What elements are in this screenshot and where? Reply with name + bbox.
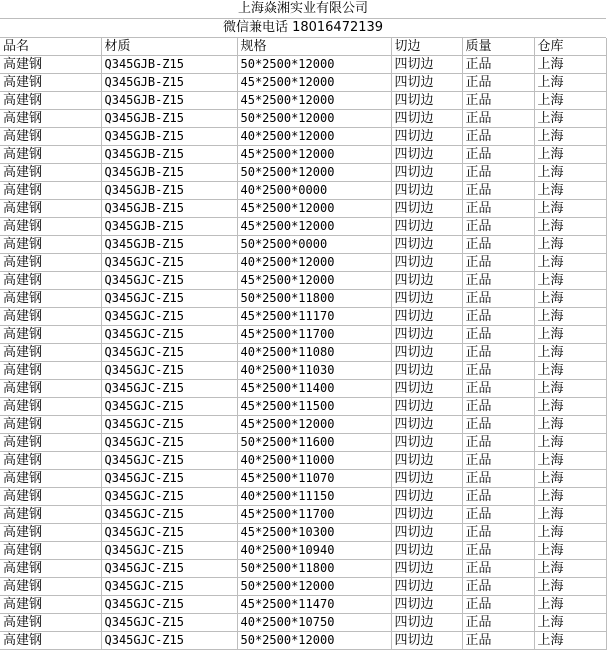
table-row: [0, 542, 606, 560]
table-row: [0, 362, 606, 380]
product-name-cell[interactable]: 高建钢: [0, 182, 101, 200]
material-cell[interactable]: Q345GJC-Z15: [101, 524, 237, 542]
column-header-name[interactable]: 品名: [0, 38, 101, 56]
table-row: [0, 524, 606, 542]
product-name-cell[interactable]: 高建钢: [0, 290, 101, 308]
company-title[interactable]: 上海焱湘实业有限公司: [0, 0, 606, 19]
table-row: [0, 596, 606, 614]
table-row: [0, 416, 606, 434]
material-cell[interactable]: Q345GJC-Z15: [101, 272, 237, 290]
quality-cell[interactable]: 正品: [462, 146, 534, 164]
warehouse-cell[interactable]: 上海: [534, 146, 606, 164]
material-cell[interactable]: Q345GJC-Z15: [101, 542, 237, 560]
spec-cell[interactable]: 45*2500*11470: [237, 596, 391, 614]
spec-cell[interactable]: 45*2500*12000: [237, 74, 391, 92]
quality-cell[interactable]: 正品: [462, 362, 534, 380]
product-name-cell[interactable]: 高建钢: [0, 506, 101, 524]
edge-cell[interactable]: 四切边: [391, 632, 462, 650]
product-name-cell[interactable]: 高建钢: [0, 542, 101, 560]
spec-cell[interactable]: 45*2500*12000: [237, 416, 391, 434]
table-row: [0, 560, 606, 578]
warehouse-cell[interactable]: 上海: [534, 290, 606, 308]
edge-cell[interactable]: 四切边: [391, 416, 462, 434]
product-name-cell[interactable]: 高建钢: [0, 92, 101, 110]
table-row: [0, 74, 606, 92]
material-cell[interactable]: Q345GJC-Z15: [101, 434, 237, 452]
spec-cell[interactable]: 50*2500*11800: [237, 290, 391, 308]
material-cell[interactable]: Q345GJC-Z15: [101, 470, 237, 488]
product-name-cell[interactable]: 高建钢: [0, 524, 101, 542]
warehouse-cell[interactable]: 上海: [534, 362, 606, 380]
contact-line[interactable]: 微信兼电话 18016472139: [0, 19, 606, 38]
edge-cell[interactable]: 四切边: [391, 272, 462, 290]
material-cell[interactable]: Q345GJB-Z15: [101, 164, 237, 182]
warehouse-cell[interactable]: 上海: [534, 254, 606, 272]
table-row: [0, 254, 606, 272]
product-name-cell[interactable]: 高建钢: [0, 110, 101, 128]
warehouse-cell[interactable]: 上海: [534, 524, 606, 542]
quality-cell[interactable]: 正品: [462, 488, 534, 506]
material-cell[interactable]: Q345GJC-Z15: [101, 362, 237, 380]
product-name-cell[interactable]: 高建钢: [0, 344, 101, 362]
edge-cell[interactable]: 四切边: [391, 398, 462, 416]
product-name-cell[interactable]: 高建钢: [0, 488, 101, 506]
material-cell[interactable]: Q345GJC-Z15: [101, 452, 237, 470]
header-row: [0, 38, 606, 56]
warehouse-cell[interactable]: 上海: [534, 74, 606, 92]
warehouse-cell[interactable]: 上海: [534, 470, 606, 488]
edge-cell[interactable]: 四切边: [391, 524, 462, 542]
product-name-cell[interactable]: 高建钢: [0, 56, 101, 74]
spec-cell[interactable]: 45*2500*12000: [237, 272, 391, 290]
table-row: [0, 488, 606, 506]
edge-cell[interactable]: 四切边: [391, 56, 462, 74]
product-name-cell[interactable]: 高建钢: [0, 200, 101, 218]
warehouse-cell[interactable]: 上海: [534, 182, 606, 200]
spec-cell[interactable]: 50*2500*12000: [237, 164, 391, 182]
spec-cell[interactable]: 50*2500*12000: [237, 56, 391, 74]
table-row: [0, 452, 606, 470]
quality-cell[interactable]: 正品: [462, 326, 534, 344]
product-name-cell[interactable]: 高建钢: [0, 254, 101, 272]
column-header-spec[interactable]: 规格: [237, 38, 391, 56]
table-row: [0, 146, 606, 164]
quality-cell[interactable]: 正品: [462, 398, 534, 416]
column-header-material[interactable]: 材质: [101, 38, 237, 56]
edge-cell[interactable]: 四切边: [391, 488, 462, 506]
table-row: [0, 218, 606, 236]
quality-cell[interactable]: 正品: [462, 596, 534, 614]
material-cell[interactable]: Q345GJB-Z15: [101, 218, 237, 236]
edge-cell[interactable]: 四切边: [391, 542, 462, 560]
edge-cell[interactable]: 四切边: [391, 560, 462, 578]
quality-cell[interactable]: 正品: [462, 110, 534, 128]
material-cell[interactable]: Q345GJC-Z15: [101, 380, 237, 398]
warehouse-cell[interactable]: 上海: [534, 200, 606, 218]
spec-cell[interactable]: 45*2500*11170: [237, 308, 391, 326]
edge-cell[interactable]: 四切边: [391, 74, 462, 92]
table-row: [0, 326, 606, 344]
edge-cell[interactable]: 四切边: [391, 182, 462, 200]
table-body: [0, 56, 606, 650]
material-cell[interactable]: Q345GJC-Z15: [101, 578, 237, 596]
quality-cell[interactable]: 正品: [462, 164, 534, 182]
material-cell[interactable]: Q345GJB-Z15: [101, 56, 237, 74]
edge-cell[interactable]: 四切边: [391, 362, 462, 380]
material-cell[interactable]: Q345GJC-Z15: [101, 614, 237, 632]
spec-cell[interactable]: 50*2500*11800: [237, 560, 391, 578]
table-row: [0, 92, 606, 110]
material-cell[interactable]: Q345GJC-Z15: [101, 632, 237, 650]
edge-cell[interactable]: 四切边: [391, 596, 462, 614]
spec-cell[interactable]: 40*2500*12000: [237, 254, 391, 272]
material-cell[interactable]: Q345GJB-Z15: [101, 236, 237, 254]
edge-cell[interactable]: 四切边: [391, 236, 462, 254]
spec-cell[interactable]: 50*2500*0000: [237, 236, 391, 254]
warehouse-cell[interactable]: 上海: [534, 56, 606, 74]
product-name-cell[interactable]: 高建钢: [0, 308, 101, 326]
product-name-cell[interactable]: 高建钢: [0, 326, 101, 344]
table-row: [0, 128, 606, 146]
product-name-cell[interactable]: 高建钢: [0, 164, 101, 182]
product-name-cell[interactable]: 高建钢: [0, 434, 101, 452]
warehouse-cell[interactable]: 上海: [534, 326, 606, 344]
spec-cell[interactable]: 45*2500*12000: [237, 200, 391, 218]
material-cell[interactable]: Q345GJC-Z15: [101, 326, 237, 344]
edge-cell[interactable]: 四切边: [391, 92, 462, 110]
quality-cell[interactable]: 正品: [462, 182, 534, 200]
warehouse-cell[interactable]: 上海: [534, 632, 606, 650]
spec-cell[interactable]: 40*2500*10940: [237, 542, 391, 560]
table-row: [0, 434, 606, 452]
product-name-cell[interactable]: 高建钢: [0, 74, 101, 92]
spec-cell[interactable]: 40*2500*11000: [237, 452, 391, 470]
warehouse-cell[interactable]: 上海: [534, 596, 606, 614]
product-name-cell[interactable]: 高建钢: [0, 380, 101, 398]
warehouse-cell[interactable]: 上海: [534, 92, 606, 110]
table-row: [0, 398, 606, 416]
table-row: [0, 614, 606, 632]
edge-cell[interactable]: 四切边: [391, 308, 462, 326]
spec-cell[interactable]: 45*2500*11400: [237, 380, 391, 398]
table-row: [0, 470, 606, 488]
quality-cell[interactable]: 正品: [462, 200, 534, 218]
quality-cell[interactable]: 正品: [462, 56, 534, 74]
material-cell[interactable]: Q345GJC-Z15: [101, 344, 237, 362]
spec-cell[interactable]: 45*2500*10300: [237, 524, 391, 542]
product-name-cell[interactable]: 高建钢: [0, 560, 101, 578]
material-cell[interactable]: Q345GJC-Z15: [101, 488, 237, 506]
quality-cell[interactable]: 正品: [462, 452, 534, 470]
quality-cell[interactable]: 正品: [462, 74, 534, 92]
material-cell[interactable]: Q345GJB-Z15: [101, 146, 237, 164]
quality-cell[interactable]: 正品: [462, 524, 534, 542]
quality-cell[interactable]: 正品: [462, 380, 534, 398]
edge-cell[interactable]: 四切边: [391, 218, 462, 236]
edge-cell[interactable]: 四切边: [391, 380, 462, 398]
quality-cell[interactable]: 正品: [462, 254, 534, 272]
material-cell[interactable]: Q345GJB-Z15: [101, 92, 237, 110]
edge-cell[interactable]: 四切边: [391, 506, 462, 524]
table-row: [0, 110, 606, 128]
material-cell[interactable]: Q345GJC-Z15: [101, 254, 237, 272]
spec-cell[interactable]: 50*2500*12000: [237, 110, 391, 128]
table-row: [0, 632, 606, 650]
table-row: [0, 164, 606, 182]
quality-cell[interactable]: 正品: [462, 506, 534, 524]
spec-cell[interactable]: 45*2500*12000: [237, 92, 391, 110]
spec-cell[interactable]: 50*2500*12000: [237, 632, 391, 650]
edge-cell[interactable]: 四切边: [391, 470, 462, 488]
material-cell[interactable]: Q345GJC-Z15: [101, 560, 237, 578]
spec-cell[interactable]: 50*2500*12000: [237, 578, 391, 596]
warehouse-cell[interactable]: 上海: [534, 560, 606, 578]
product-name-cell[interactable]: 高建钢: [0, 632, 101, 650]
quality-cell[interactable]: 正品: [462, 290, 534, 308]
spec-cell[interactable]: 40*2500*11030: [237, 362, 391, 380]
edge-cell[interactable]: 四切边: [391, 614, 462, 632]
edge-cell[interactable]: 四切边: [391, 578, 462, 596]
warehouse-cell[interactable]: 上海: [534, 434, 606, 452]
spec-cell[interactable]: 45*2500*11700: [237, 506, 391, 524]
product-name-cell[interactable]: 高建钢: [0, 362, 101, 380]
product-name-cell[interactable]: 高建钢: [0, 236, 101, 254]
warehouse-cell[interactable]: 上海: [534, 488, 606, 506]
quality-cell[interactable]: 正品: [462, 578, 534, 596]
table-row: [0, 290, 606, 308]
product-name-cell[interactable]: 高建钢: [0, 128, 101, 146]
spec-cell[interactable]: 40*2500*0000: [237, 182, 391, 200]
edge-cell[interactable]: 四切边: [391, 164, 462, 182]
edge-cell[interactable]: 四切边: [391, 452, 462, 470]
edge-cell[interactable]: 四切边: [391, 326, 462, 344]
product-name-cell[interactable]: 高建钢: [0, 416, 101, 434]
quality-cell[interactable]: 正品: [462, 92, 534, 110]
quality-cell[interactable]: 正品: [462, 470, 534, 488]
table-row: [0, 236, 606, 254]
table-row: [0, 578, 606, 596]
quality-cell[interactable]: 正品: [462, 128, 534, 146]
product-name-cell[interactable]: 高建钢: [0, 218, 101, 236]
material-cell[interactable]: Q345GJB-Z15: [101, 200, 237, 218]
warehouse-cell[interactable]: 上海: [534, 272, 606, 290]
warehouse-cell[interactable]: 上海: [534, 542, 606, 560]
warehouse-cell[interactable]: 上海: [534, 416, 606, 434]
table-row: [0, 344, 606, 362]
column-header-quality[interactable]: 质量: [462, 38, 534, 56]
spec-cell[interactable]: 45*2500*11070: [237, 470, 391, 488]
table-row: [0, 308, 606, 326]
quality-cell[interactable]: 正品: [462, 236, 534, 254]
quality-cell[interactable]: 正品: [462, 308, 534, 326]
table-row: [0, 272, 606, 290]
column-header-edge[interactable]: 切边: [391, 38, 462, 56]
table-row: [0, 506, 606, 524]
edge-cell[interactable]: 四切边: [391, 110, 462, 128]
quality-cell[interactable]: 正品: [462, 272, 534, 290]
quality-cell[interactable]: 正品: [462, 614, 534, 632]
product-name-cell[interactable]: 高建钢: [0, 614, 101, 632]
quality-cell[interactable]: 正品: [462, 218, 534, 236]
warehouse-cell[interactable]: 上海: [534, 236, 606, 254]
quality-cell[interactable]: 正品: [462, 434, 534, 452]
product-name-cell[interactable]: 高建钢: [0, 578, 101, 596]
spec-cell[interactable]: 40*2500*11080: [237, 344, 391, 362]
quality-cell[interactable]: 正品: [462, 344, 534, 362]
product-name-cell[interactable]: 高建钢: [0, 452, 101, 470]
material-cell[interactable]: Q345GJC-Z15: [101, 398, 237, 416]
warehouse-cell[interactable]: 上海: [534, 128, 606, 146]
column-header-warehouse[interactable]: 仓库: [534, 38, 606, 56]
material-cell[interactable]: Q345GJB-Z15: [101, 74, 237, 92]
warehouse-cell[interactable]: 上海: [534, 452, 606, 470]
quality-cell[interactable]: 正品: [462, 416, 534, 434]
warehouse-cell[interactable]: 上海: [534, 506, 606, 524]
quality-cell[interactable]: 正品: [462, 560, 534, 578]
material-cell[interactable]: Q345GJB-Z15: [101, 110, 237, 128]
quality-cell[interactable]: 正品: [462, 542, 534, 560]
material-cell[interactable]: Q345GJC-Z15: [101, 308, 237, 326]
spec-cell[interactable]: 40*2500*11150: [237, 488, 391, 506]
spec-cell[interactable]: 40*2500*10750: [237, 614, 391, 632]
edge-cell[interactable]: 四切边: [391, 254, 462, 272]
table-row: [0, 56, 606, 74]
warehouse-cell[interactable]: 上海: [534, 398, 606, 416]
product-name-cell[interactable]: 高建钢: [0, 146, 101, 164]
spec-cell[interactable]: 45*2500*12000: [237, 218, 391, 236]
edge-cell[interactable]: 四切边: [391, 434, 462, 452]
warehouse-cell[interactable]: 上海: [534, 110, 606, 128]
material-cell[interactable]: Q345GJB-Z15: [101, 182, 237, 200]
material-cell[interactable]: Q345GJC-Z15: [101, 416, 237, 434]
edge-cell[interactable]: 四切边: [391, 146, 462, 164]
spec-cell[interactable]: 45*2500*12000: [237, 146, 391, 164]
warehouse-cell[interactable]: 上海: [534, 308, 606, 326]
product-name-cell[interactable]: 高建钢: [0, 470, 101, 488]
warehouse-cell[interactable]: 上海: [534, 380, 606, 398]
edge-cell[interactable]: 四切边: [391, 200, 462, 218]
table-row: [0, 182, 606, 200]
warehouse-cell[interactable]: 上海: [534, 614, 606, 632]
edge-cell[interactable]: 四切边: [391, 344, 462, 362]
material-cell[interactable]: Q345GJC-Z15: [101, 290, 237, 308]
product-name-cell[interactable]: 高建钢: [0, 272, 101, 290]
spec-cell[interactable]: 40*2500*12000: [237, 128, 391, 146]
warehouse-cell[interactable]: 上海: [534, 344, 606, 362]
edge-cell[interactable]: 四切边: [391, 128, 462, 146]
material-cell[interactable]: Q345GJB-Z15: [101, 128, 237, 146]
warehouse-cell[interactable]: 上海: [534, 578, 606, 596]
spec-cell[interactable]: 45*2500*11500: [237, 398, 391, 416]
table-row: [0, 200, 606, 218]
table-row: [0, 380, 606, 398]
warehouse-cell[interactable]: 上海: [534, 218, 606, 236]
material-cell[interactable]: Q345GJC-Z15: [101, 596, 237, 614]
spec-cell[interactable]: 45*2500*11700: [237, 326, 391, 344]
material-cell[interactable]: Q345GJC-Z15: [101, 506, 237, 524]
product-name-cell[interactable]: 高建钢: [0, 596, 101, 614]
quality-cell[interactable]: 正品: [462, 632, 534, 650]
edge-cell[interactable]: 四切边: [391, 290, 462, 308]
product-name-cell[interactable]: 高建钢: [0, 398, 101, 416]
spec-cell[interactable]: 50*2500*11600: [237, 434, 391, 452]
warehouse-cell[interactable]: 上海: [534, 164, 606, 182]
inventory-table: [0, 38, 607, 650]
